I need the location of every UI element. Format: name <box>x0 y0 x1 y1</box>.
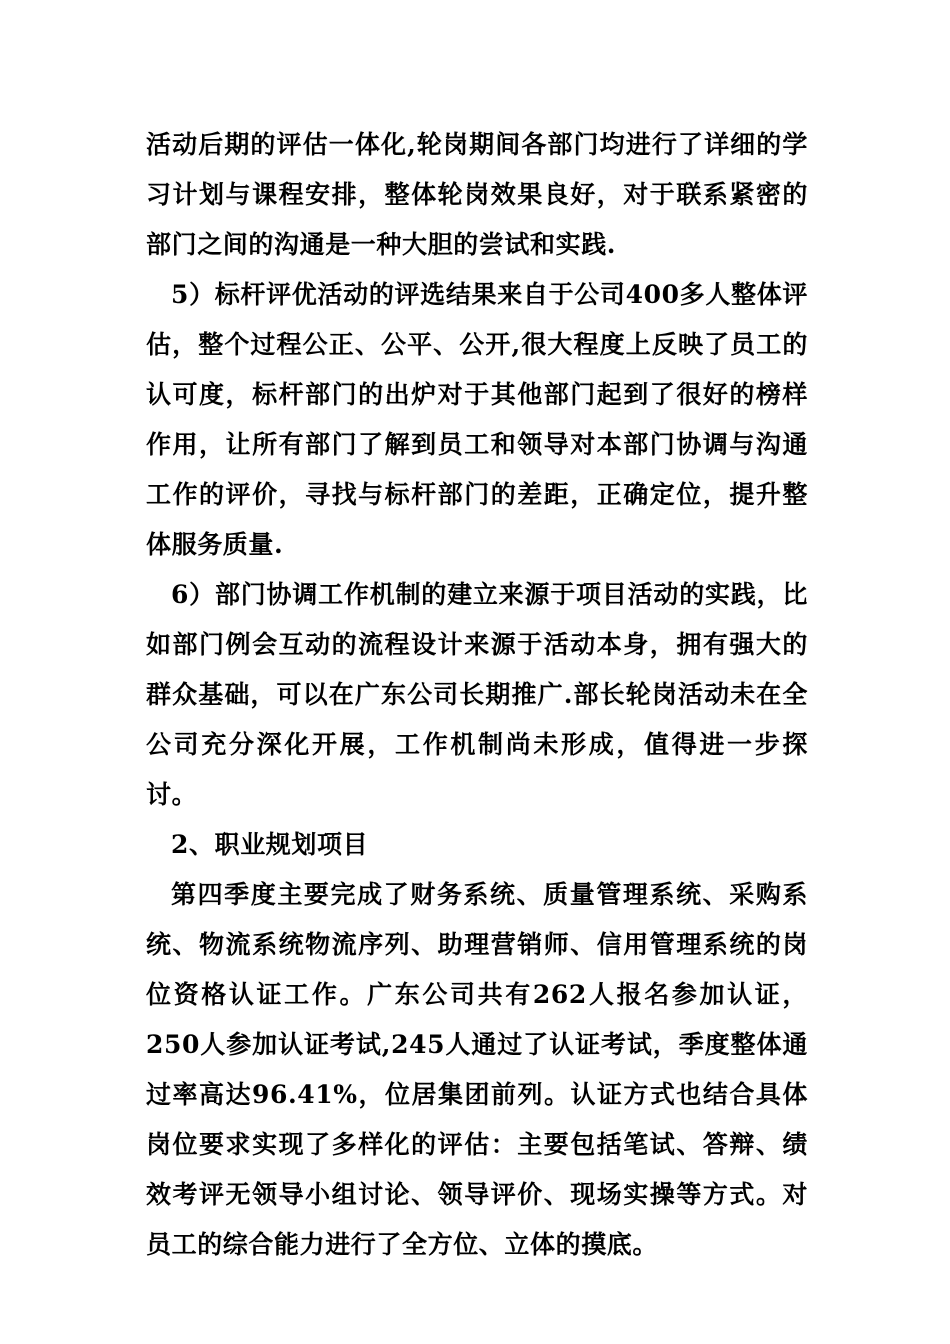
paragraph-benchmark-evaluation: 5）标杆评优活动的评选结果来自于公司400多人整体评估，整个过程公正、公平、公开,很大程度上反映了员工的认可度，标杆部门的出炉对于其他部门起到了很好的榜样作用，让所有部门了解到员工和领导对本部门协调与沟通工作的评价，寻找与标杆部门的差距，正确定位，提升整体服务质量. <box>146 280 808 559</box>
paragraph-certification-work: 第四季度主要完成了财务系统、质量管理系统、采购系统、物流系统物流序列、助理营销师、信用管理系统的岗位资格认证工作。广东公司共有262人报名参加认证，250人参加认证考试,245人通过了认证考试，季度整体通过率高达96.41%，位居集团前列。认证方式也结合具体岗位要求实现了多样化的评估：主要包括笔试、答辩、绩效考评无领导小组讨论、领导评价、现场实操等方式。对员工的综合能力进行了全方位、立体的摸底。 <box>146 880 808 1259</box>
paragraph-activity-evaluation: 活动后期的评估一体化,轮岗期间各部门均进行了详细的学习计划与课程安排，整体轮岗效果良好，对于联系紧密的部门之间的沟通是一种大胆的尝试和实践. <box>146 130 808 259</box>
section-heading-career-planning: 2、职业规划项目 <box>171 830 369 859</box>
paragraph-coordination-mechanism: 6）部门协调工作机制的建立来源于项目活动的实践，比如部门例会互动的流程设计来源于活动本身，拥有强大的群众基础，可以在广东公司长期推广.部长轮岗活动未在全公司充分深化开展，工作机制尚未形成，值得进一步探讨。 <box>146 580 808 809</box>
document-page <box>146 120 808 1270</box>
